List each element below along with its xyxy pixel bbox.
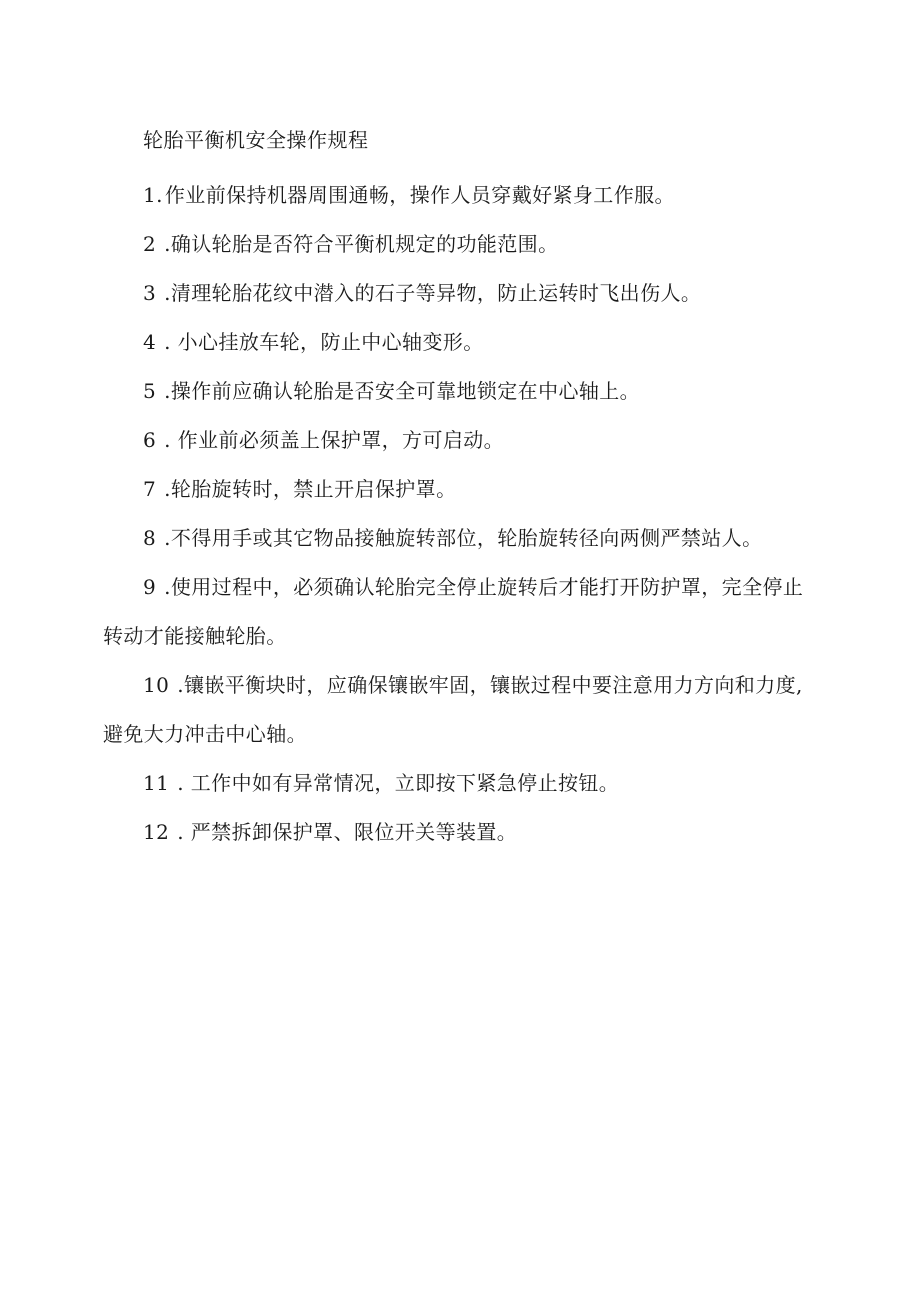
item-text: .轮胎旋转时，禁止开启保护罩。	[164, 477, 457, 501]
item-text: . 严禁拆卸保护罩、限位开关等装置。	[177, 820, 518, 844]
item-number: 11	[143, 771, 170, 795]
item-number: 10	[143, 673, 170, 697]
procedure-item-12	[103, 808, 820, 857]
procedure-item-2	[103, 220, 820, 269]
item-number: 5	[143, 379, 157, 403]
procedure-item-1	[103, 171, 820, 220]
item-text: .操作前应确认轮胎是否安全可靠地锁定在中心轴上。	[164, 379, 641, 403]
document-page	[103, 122, 820, 857]
procedure-item-4	[103, 318, 820, 367]
item-number: 2	[143, 232, 157, 256]
item-text: .确认轮胎是否符合平衡机规定的功能范围。	[164, 232, 559, 256]
procedure-item-11	[103, 759, 820, 808]
procedure-item-9	[103, 563, 820, 661]
procedure-item-8	[103, 514, 820, 563]
procedure-item-10	[103, 661, 820, 759]
item-number: 3	[143, 281, 157, 305]
item-number: 4	[143, 330, 157, 354]
item-text: .不得用手或其它物品接触旋转部位，轮胎旋转径向两侧严禁站人。	[164, 526, 763, 550]
procedure-item-3	[103, 269, 820, 318]
procedure-item-6	[103, 416, 820, 465]
document-title: 轮胎平衡机安全操作规程	[143, 128, 369, 152]
item-text: 作业前保持机器周围通畅，操作人员穿戴好紧身工作服。	[164, 183, 675, 207]
procedure-list	[103, 171, 820, 857]
item-text: . 作业前必须盖上保护罩，方可启动。	[164, 428, 505, 452]
item-text: .镶嵌平衡块时，应确保镶嵌牢固，镶嵌过程中要注意用力方向和力度,避免大力冲击中心轴。	[103, 673, 803, 746]
item-number: 7	[143, 477, 157, 501]
item-text: . 小心挂放车轮，防止中心轴变形。	[164, 330, 484, 354]
item-text: . 工作中如有异常情况，立即按下紧急停止按钮。	[177, 771, 620, 795]
item-text: .清理轮胎花纹中潜入的石子等异物，防止运转时飞出伤人。	[164, 281, 702, 305]
item-number: 1.	[143, 183, 163, 207]
item-number: 8	[143, 526, 157, 550]
item-number: 12	[143, 820, 170, 844]
item-text: .使用过程中，必须确认轮胎完全停止旋转后才能打开防护罩，完全停止转动才能接触轮胎。	[103, 575, 804, 648]
item-number: 6	[143, 428, 157, 452]
procedure-item-7	[103, 465, 820, 514]
procedure-item-5	[103, 367, 820, 416]
item-number: 9	[143, 575, 157, 599]
